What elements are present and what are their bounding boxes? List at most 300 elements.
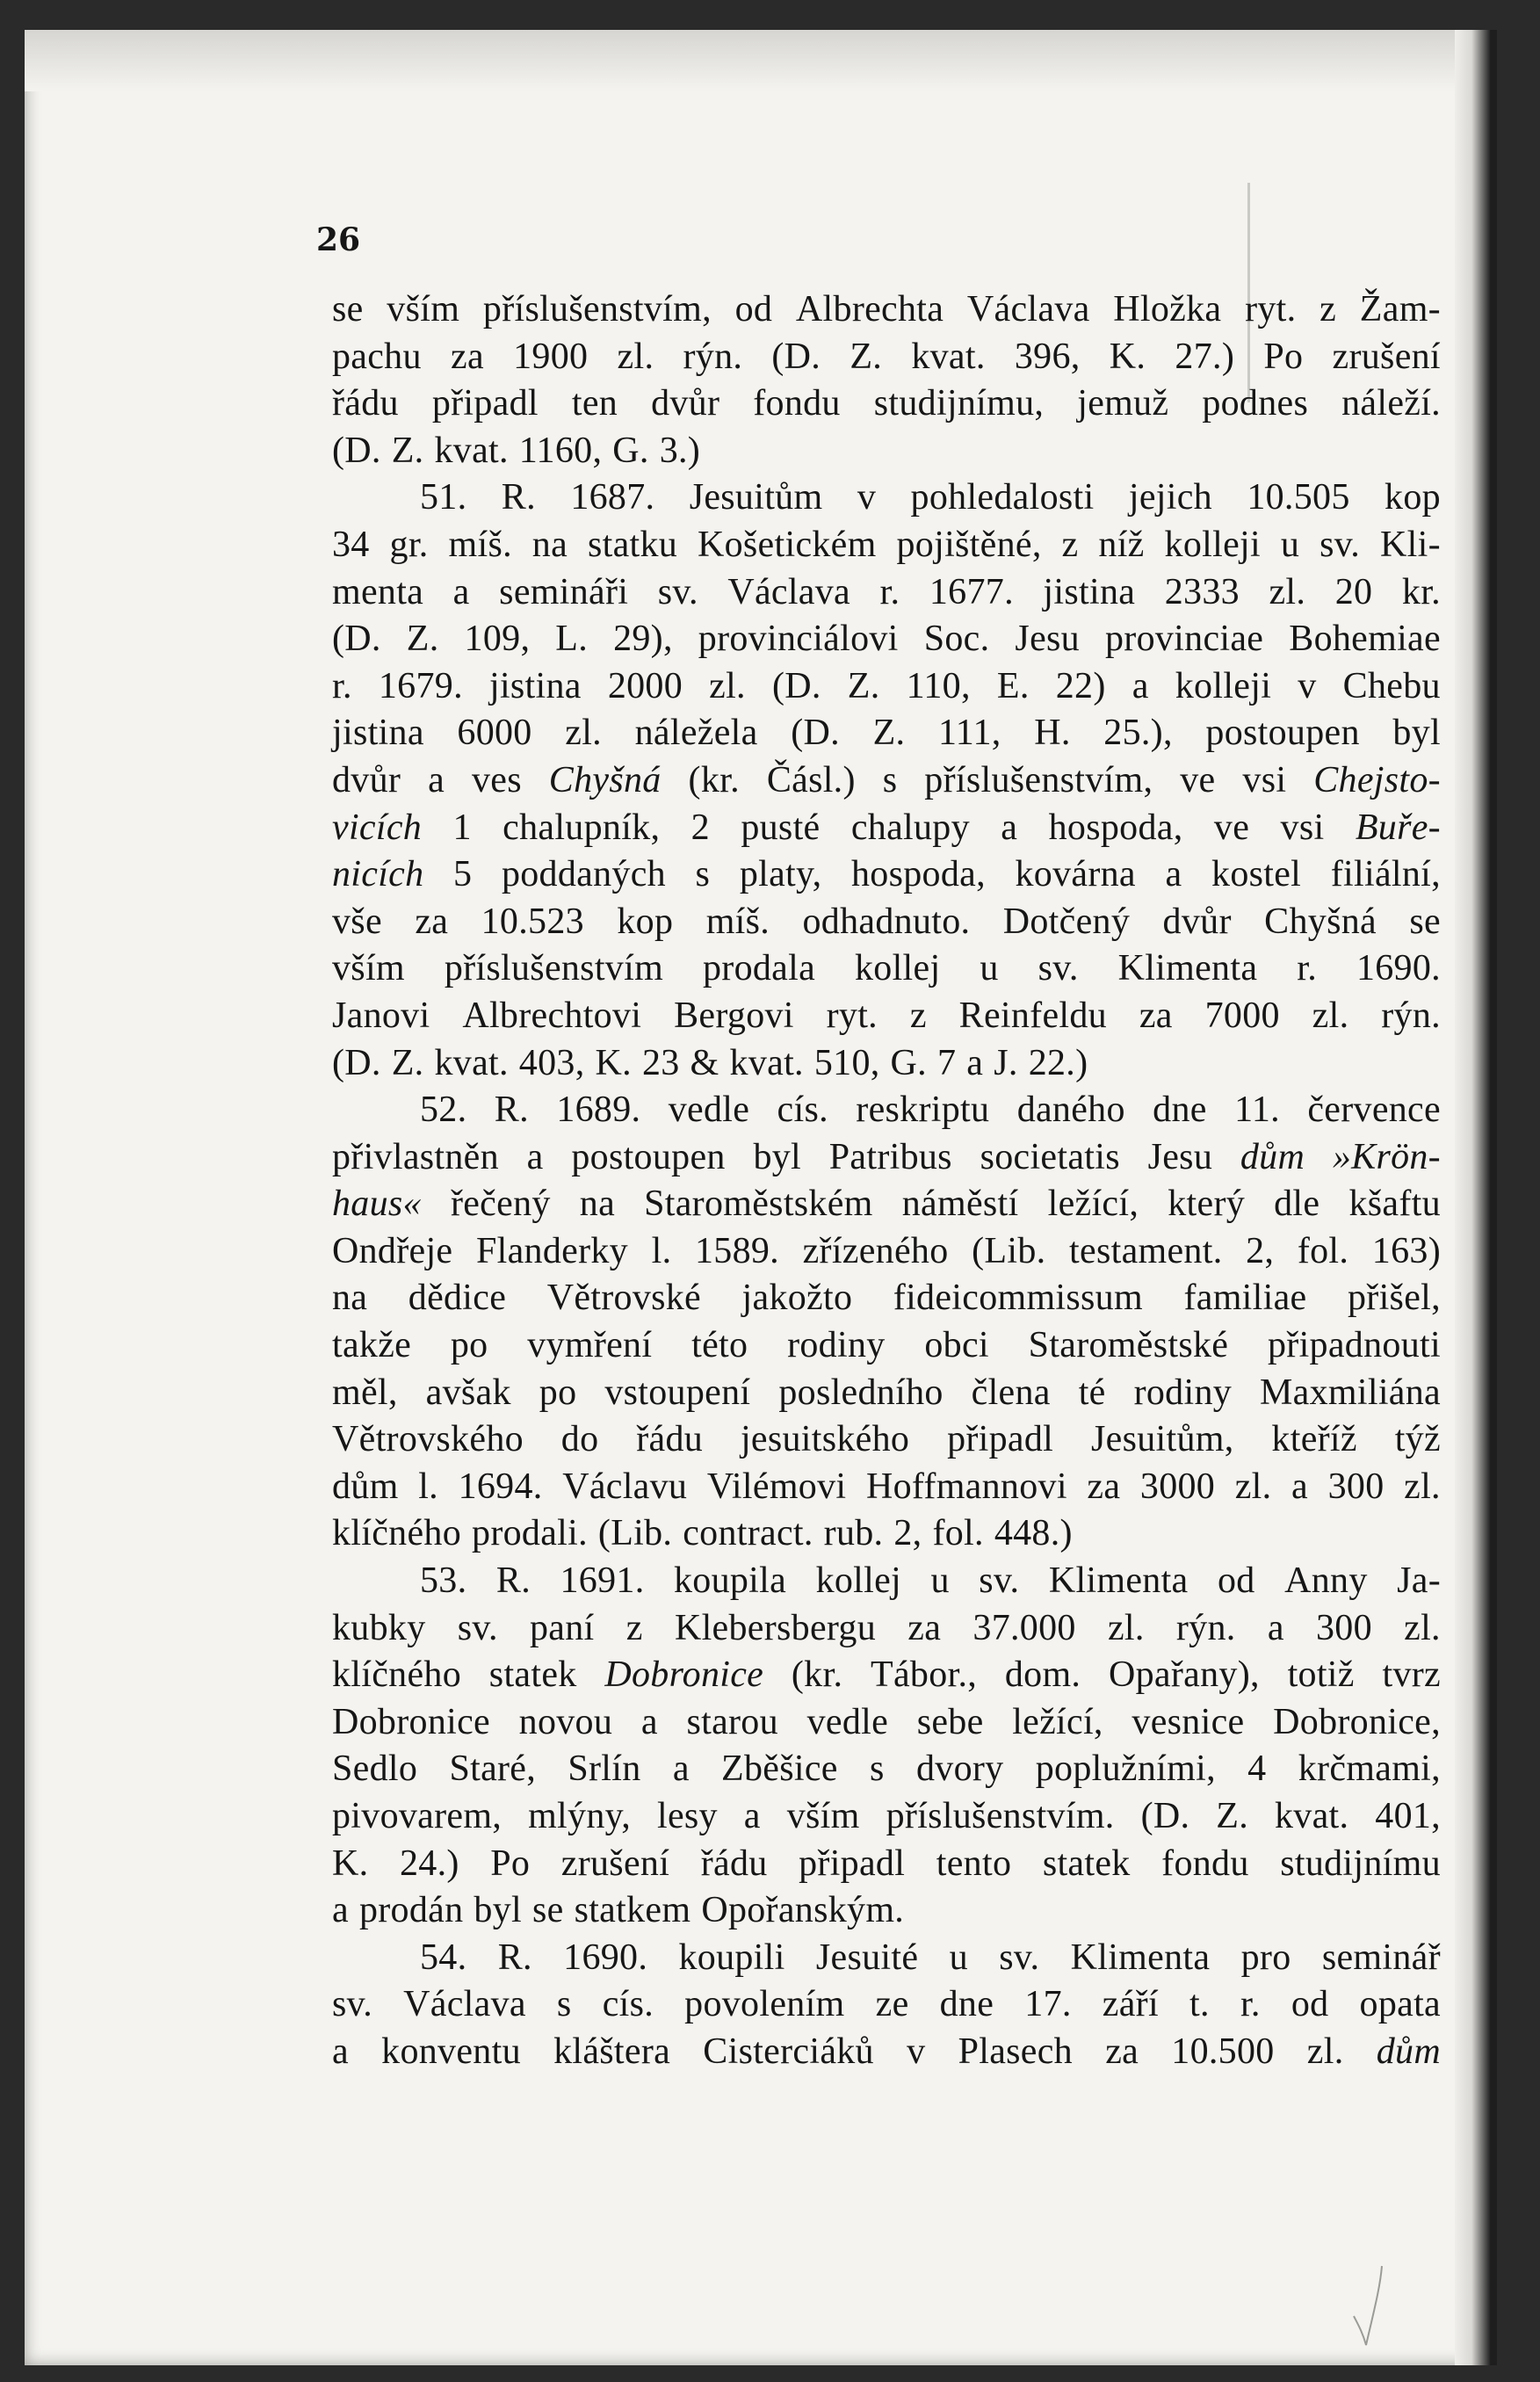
word: 17.	[1024, 1984, 1072, 2025]
word: a	[332, 1890, 349, 1931]
word: (Lib.	[597, 1513, 673, 1554]
word: Chebu	[1342, 665, 1441, 706]
word: Cisterciáků	[703, 2031, 874, 2072]
word: z	[1061, 524, 1079, 565]
word: Z.	[850, 336, 883, 377]
word: cís.	[602, 1984, 654, 2025]
word: novou	[518, 1701, 613, 1742]
word: jistina	[1043, 571, 1136, 612]
text-line	[332, 1040, 1441, 1088]
word: sebe	[916, 1701, 984, 1742]
word: a	[428, 759, 445, 800]
word: 448.)	[994, 1513, 1073, 1554]
word: seminář	[1321, 1937, 1441, 1978]
word: vše	[332, 901, 382, 942]
word: (kr.	[688, 759, 740, 800]
word: Jesu	[1015, 619, 1080, 660]
word: 53.	[420, 1560, 467, 1602]
text-line	[332, 474, 1441, 522]
word: klíčného	[332, 1513, 462, 1554]
word: fol.	[1297, 1230, 1349, 1271]
word: zl.	[1404, 1466, 1441, 1507]
word: krčmami,	[1298, 1748, 1441, 1790]
text-line	[332, 757, 1441, 805]
word: vedle	[806, 1701, 889, 1742]
word: Patribus	[828, 1136, 952, 1177]
word: míš.	[448, 524, 512, 565]
word: pro	[1240, 1937, 1291, 1978]
word: 7	[936, 1042, 957, 1083]
word: 3.)	[659, 430, 701, 471]
word: náleží.	[1341, 383, 1441, 424]
text-line	[332, 1793, 1441, 1841]
word: Janovi	[332, 995, 430, 1036]
word: 109,	[464, 619, 531, 660]
word: 1687.	[570, 477, 655, 518]
word: poddaných	[501, 854, 666, 895]
text-line	[332, 286, 1441, 334]
word: ten	[571, 383, 618, 424]
word: klíčného	[332, 1654, 462, 1696]
word: kšaftu	[1348, 1184, 1441, 1225]
word: (D.	[332, 430, 381, 471]
word: příslušenstvím.	[886, 1796, 1115, 1836]
text-line	[332, 663, 1441, 711]
word: a	[1132, 665, 1149, 706]
word: kláštera	[553, 2031, 671, 2072]
word: připadl	[431, 383, 539, 424]
text-line	[332, 1605, 1441, 1653]
text-line	[332, 1935, 1441, 1982]
word: řádu	[636, 1419, 704, 1460]
word: Košetickém	[697, 524, 877, 565]
word: ryt.	[826, 995, 878, 1036]
word: vesnice	[1132, 1701, 1245, 1742]
word: kteříž	[1271, 1419, 1357, 1460]
word: člena	[971, 1372, 1051, 1413]
word: od	[1218, 1560, 1255, 1602]
word: připadnouti	[1268, 1325, 1441, 1366]
word: sv.	[1319, 524, 1361, 565]
word: a	[1267, 1607, 1284, 1648]
word: prodala	[702, 948, 816, 989]
word: náležela	[634, 713, 758, 754]
text-line	[332, 1558, 1441, 1605]
word: se	[1409, 901, 1441, 942]
word: konventu	[381, 2031, 521, 2072]
word: 401,	[1375, 1796, 1441, 1836]
text-line	[332, 1887, 1441, 1935]
word: tvrz	[1382, 1654, 1441, 1696]
word: prodali.	[472, 1513, 588, 1554]
word: po	[539, 1372, 577, 1413]
word: Srlín	[568, 1748, 641, 1790]
word: Z.	[847, 665, 880, 706]
word: 37.000	[972, 1607, 1076, 1648]
word: v	[907, 2031, 926, 2072]
word: sv.	[999, 1937, 1040, 1978]
word: této	[691, 1325, 748, 1366]
word: R.	[494, 1090, 529, 1131]
word: ze	[875, 1984, 909, 2025]
word: vymření	[527, 1325, 653, 1366]
word: po	[450, 1325, 488, 1366]
word: vstoupení	[604, 1372, 751, 1413]
word: příslušenstvím	[444, 948, 664, 989]
word: zl.	[1306, 2031, 1344, 2072]
word: dle	[1274, 1184, 1320, 1225]
word: 1589.	[694, 1230, 779, 1271]
word: studijnímu	[1280, 1843, 1441, 1884]
word: statku	[587, 524, 678, 565]
word: do	[560, 1419, 599, 1460]
word: kop	[617, 901, 674, 942]
word: ves	[471, 759, 522, 800]
word: míš.	[705, 901, 770, 942]
word: 10.505	[1247, 477, 1350, 518]
word: září	[1102, 1984, 1159, 2025]
word: v	[857, 477, 877, 518]
word: povolením	[684, 1984, 845, 2025]
word: za	[907, 1607, 942, 1648]
word: vším	[332, 948, 405, 989]
word: Čásl.)	[766, 759, 856, 800]
word: 22)	[1055, 665, 1106, 706]
word: 25.),	[1103, 713, 1173, 754]
word: (Lib.	[972, 1230, 1046, 1271]
word: připadl	[947, 1419, 1054, 1460]
word: (D.	[332, 619, 381, 660]
word: jesuitského	[740, 1419, 910, 1460]
word: Z.	[872, 713, 906, 754]
word: fol.	[932, 1513, 984, 1554]
text-line	[332, 1652, 1441, 1699]
word: statkem	[574, 1890, 691, 1931]
word: Staré,	[449, 1748, 537, 1790]
word: jejich	[1128, 477, 1212, 518]
word: R.	[495, 1560, 531, 1602]
word: Hoffmannovi	[865, 1466, 1067, 1507]
word: Z.	[406, 619, 439, 660]
word: od	[1291, 1984, 1329, 2025]
word: Vilémovi	[706, 1466, 847, 1507]
word: 7000	[1204, 995, 1280, 1036]
word: rýn.	[1381, 995, 1441, 1036]
word: societatis	[980, 1136, 1120, 1177]
word: (D.	[771, 665, 821, 706]
word: zl.	[1234, 1466, 1272, 1507]
text-line	[332, 710, 1441, 757]
word: Anny	[1284, 1560, 1368, 1602]
word: totiž	[1287, 1654, 1355, 1696]
word: Albrechta	[795, 289, 944, 329]
word: dne	[939, 1984, 994, 2025]
word: mlýny,	[528, 1796, 631, 1836]
word: vším	[387, 289, 460, 329]
word: pohledalosti	[910, 477, 1095, 518]
word: 23	[641, 1042, 680, 1083]
word: Albrechtovi	[462, 995, 642, 1036]
word: 54.	[420, 1937, 467, 1978]
word: na	[531, 524, 568, 565]
word: Větrovské	[546, 1278, 702, 1319]
word: 22.)	[1028, 1042, 1088, 1083]
word: daného	[1016, 1090, 1125, 1131]
word: vším	[786, 1796, 860, 1836]
word: zl.	[709, 665, 746, 706]
word: a	[672, 1748, 690, 1790]
text-line	[332, 569, 1441, 617]
word: Soc.	[923, 619, 990, 660]
word: t.	[1189, 1984, 1210, 2025]
word: Opořanským.	[701, 1890, 905, 1931]
word: Po	[490, 1843, 531, 1884]
word: Plasech	[958, 2031, 1073, 2072]
word: kovárna	[1015, 854, 1136, 895]
word: dům	[1376, 2031, 1441, 2072]
word: kollej	[815, 1560, 902, 1602]
word: zrušení	[560, 1843, 670, 1884]
word: příslušenstvím,	[482, 289, 712, 329]
word: 52.	[420, 1090, 467, 1131]
word: ležící,	[1012, 1701, 1103, 1742]
word: reskriptu	[856, 1090, 990, 1131]
word: 24.)	[400, 1843, 459, 1884]
word: u	[949, 1937, 968, 1978]
text-line	[332, 945, 1441, 993]
word: Ja-	[1397, 1560, 1441, 1602]
word: provinciálovi	[698, 619, 899, 660]
word: L.	[555, 619, 589, 660]
word: 11.	[1234, 1090, 1280, 1131]
word: dvory	[915, 1748, 1004, 1790]
word: týž	[1394, 1419, 1441, 1460]
word: Chejsto-	[1313, 759, 1441, 800]
word: rub.	[823, 1513, 884, 1554]
word: rodiny	[787, 1325, 886, 1366]
word: koupila	[673, 1560, 787, 1602]
word: posledního	[778, 1372, 944, 1413]
word: dům	[1240, 1136, 1305, 1177]
text-line	[332, 428, 1441, 475]
word: 2000	[607, 665, 683, 706]
word: kvat.	[911, 336, 986, 377]
word: Ondřeje	[332, 1230, 453, 1271]
word: contract.	[683, 1513, 813, 1554]
word: přišel,	[1348, 1278, 1441, 1319]
word: avšak	[425, 1372, 511, 1413]
word: 403,	[518, 1042, 585, 1083]
word: 1691.	[560, 1560, 645, 1602]
word: Dobronice	[604, 1654, 764, 1696]
word: r.	[1240, 1984, 1261, 2025]
word: chalupník,	[502, 807, 661, 848]
word: rýn.	[1175, 1607, 1236, 1648]
word: 2333	[1164, 571, 1240, 612]
word: hospoda,	[850, 854, 986, 895]
word: 1160,	[518, 430, 603, 471]
word: 1900	[513, 336, 589, 377]
word: Chyšná	[548, 759, 662, 800]
word: 1677.	[929, 571, 1014, 612]
word: Žam-	[1359, 289, 1441, 329]
word: u	[930, 1560, 950, 1602]
word: filiální,	[1330, 854, 1441, 895]
word: Václavu	[562, 1466, 688, 1507]
word: kvat.	[1274, 1796, 1349, 1836]
word: Opařany),	[1109, 1654, 1260, 1696]
text-line	[332, 1746, 1441, 1793]
word: zl.	[617, 336, 654, 377]
word: semináři	[499, 571, 629, 612]
word: a	[743, 1796, 761, 1836]
word: dědice	[408, 1278, 507, 1319]
word: 1689.	[556, 1090, 641, 1131]
word: Staroměstském	[644, 1184, 873, 1225]
text-line	[332, 1087, 1441, 1134]
word: odhadnuto.	[802, 901, 971, 942]
word: za	[451, 336, 484, 377]
word: H.	[1034, 713, 1071, 754]
word: testament.	[1069, 1230, 1223, 1271]
word: zl.	[1404, 1607, 1441, 1648]
word: ryt.	[1245, 289, 1297, 329]
word: s	[556, 1984, 572, 2025]
word: Klebersbergu	[674, 1607, 877, 1648]
word: připadl	[799, 1843, 906, 1884]
word: dvůr	[651, 383, 720, 424]
page-number: 26	[316, 221, 361, 258]
word: platy,	[739, 854, 822, 895]
word: Jesuité	[815, 1937, 919, 1978]
word: 163)	[1371, 1230, 1441, 1271]
text-line	[332, 993, 1441, 1040]
word: pachu	[332, 336, 422, 377]
word: statek	[488, 1654, 577, 1696]
word: starou	[686, 1701, 778, 1742]
word: sv.	[1038, 948, 1079, 989]
word: Po	[1263, 336, 1304, 377]
word: přivlastněn	[332, 1136, 499, 1177]
word: 1	[452, 807, 472, 848]
text-line	[332, 2029, 1441, 2076]
word: byl	[1392, 713, 1441, 754]
word: Jesuitům,	[1091, 1419, 1234, 1460]
word: r.	[332, 665, 352, 706]
word: G.	[890, 1042, 927, 1083]
word: K.	[1109, 336, 1146, 377]
word: se	[531, 1890, 564, 1931]
word: a	[640, 1701, 658, 1742]
word: kvat.	[434, 430, 509, 471]
text-line	[332, 1510, 1441, 1558]
word: z	[909, 995, 927, 1036]
word: Flanderky	[475, 1230, 628, 1271]
pencil-scribble-icon	[1347, 2262, 1399, 2358]
word: Václava	[403, 1984, 526, 2025]
word: kr.	[1401, 571, 1441, 612]
word: statek	[1042, 1843, 1131, 1884]
word: řádu	[700, 1843, 768, 1884]
word: Sedlo	[332, 1748, 418, 1790]
word: takže	[332, 1325, 412, 1366]
word: Klimenta	[1070, 1937, 1211, 1978]
word: z	[1319, 289, 1337, 329]
word: kvat.	[729, 1042, 804, 1083]
word: na	[579, 1184, 616, 1225]
word: zrušení	[1332, 336, 1441, 377]
word: kop	[1385, 477, 1441, 518]
word: 2,	[893, 1513, 922, 1554]
text-line	[332, 334, 1441, 381]
word: Zběšice	[721, 1748, 838, 1790]
word: dom.	[1004, 1654, 1081, 1696]
text-line	[332, 899, 1441, 946]
body-text	[332, 286, 1441, 2076]
word: 34	[332, 524, 370, 565]
word: Kli-	[1380, 524, 1441, 565]
word: podnes	[1202, 383, 1309, 424]
word: na	[332, 1278, 368, 1319]
word: lesy	[656, 1796, 718, 1836]
word: a	[452, 571, 470, 612]
word: &	[690, 1042, 719, 1083]
word: pivovarem,	[332, 1796, 502, 1836]
word: 1690.	[1356, 948, 1441, 989]
word: řádu	[332, 383, 399, 424]
word: postoupen	[1205, 713, 1360, 754]
word: u	[980, 948, 999, 989]
word: obci	[924, 1325, 989, 1366]
word: 6000	[457, 713, 532, 754]
page-top-shadow	[25, 30, 1497, 91]
word: a	[1001, 807, 1018, 848]
word: Bohemiae	[1289, 619, 1441, 660]
word: příslušenstvím,	[924, 759, 1153, 800]
word: a	[966, 1042, 984, 1083]
word: (D.	[771, 336, 821, 377]
word: u	[1280, 524, 1300, 565]
word: řečený	[450, 1184, 551, 1225]
word: E.	[996, 665, 1030, 706]
word: ve	[1213, 807, 1250, 848]
word: se	[332, 289, 364, 329]
word: »Krön-	[1332, 1136, 1441, 1177]
word: Václava	[727, 571, 850, 612]
word: studijnímu,	[873, 383, 1045, 424]
text-line	[332, 1181, 1441, 1228]
word: Chyšná	[1264, 901, 1377, 942]
word: 110,	[906, 665, 971, 706]
word: fideicommissum	[893, 1278, 1143, 1319]
word: a	[1165, 854, 1182, 895]
word: r.	[879, 571, 900, 612]
word: kollej	[854, 948, 941, 989]
word: ležící,	[1047, 1184, 1139, 1225]
word: a	[526, 1136, 544, 1177]
word: familiae	[1183, 1278, 1307, 1319]
word: 300	[1327, 1466, 1385, 1507]
page-binding-edge	[1455, 30, 1497, 2365]
text-line	[332, 1416, 1441, 1464]
word: července	[1307, 1090, 1441, 1131]
word: paní	[530, 1607, 595, 1648]
word: Dobronice	[332, 1701, 490, 1742]
word: Z.	[391, 1042, 424, 1083]
word: Z.	[1216, 1796, 1249, 1836]
word: pusté	[741, 807, 821, 848]
word: dvůr	[332, 759, 401, 800]
